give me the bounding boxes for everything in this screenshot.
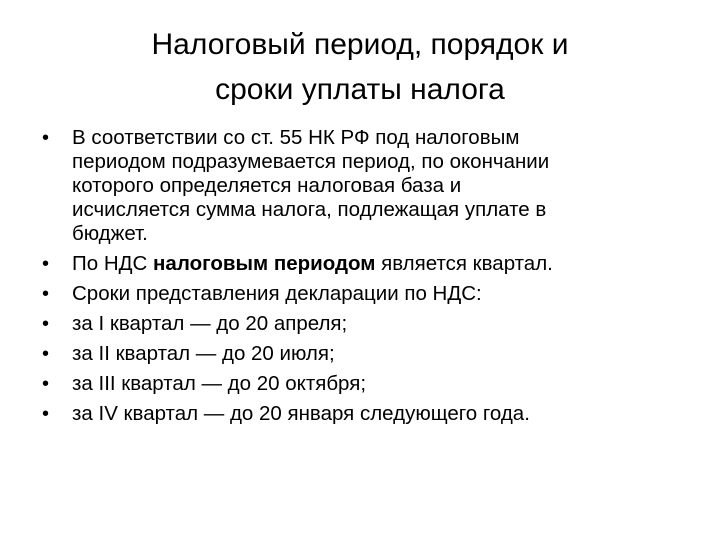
bullet-item-q3 [36,372,686,396]
bullet-text: за IV квартал — до 20 января следующего года. [72,402,530,425]
bullet-text-line: которого определяется налоговая база и [72,174,462,197]
bullet-list [36,126,686,432]
bullet-text-suffix: является квартал. [375,252,553,275]
bullet-text-line: В соответствии со ст. 55 НК РФ под налоговым [72,126,520,149]
bullet-dot-icon: • [42,313,50,335]
bullet-item-q1 [36,312,686,336]
bullet-text: за I квартал — до 20 апреля; [72,312,348,335]
bullet-text [72,126,686,246]
bullet-dot-icon: • [42,127,50,149]
bullet-text-prefix: По НДС [72,252,154,275]
bullet-text: Сроки представления декларации по НДС: [72,282,482,305]
bullet-item-deadlines [36,282,686,306]
bullet-dot-icon: • [42,343,50,365]
bullet-item-q2 [36,342,686,366]
bullet-text-bold: налоговым периодом [153,252,376,275]
bullet-item-definition [36,126,686,246]
bullet-dot-icon: • [42,283,50,305]
bullet-item-q4 [36,402,686,426]
bullet-text-line: периодом подразумевается период, по окончании [72,150,550,173]
bullet-text: за III квартал — до 20 октября; [72,372,367,395]
bullet-dot-icon: • [42,373,50,395]
title-line-2: сроки уплаты налога [215,73,505,106]
bullet-dot-icon: • [42,403,50,425]
bullet-text: за II квартал — до 20 июля; [72,342,335,365]
bullet-text-line: исчисляется сумма налога, подлежащая уплате в [72,198,547,221]
slide-title [60,22,660,112]
title-line-1: Налоговый период, порядок и [151,28,569,61]
bullet-item-vat-period [36,252,686,276]
bullet-dot-icon: • [42,253,50,275]
bullet-text-line: бюджет. [72,222,148,245]
